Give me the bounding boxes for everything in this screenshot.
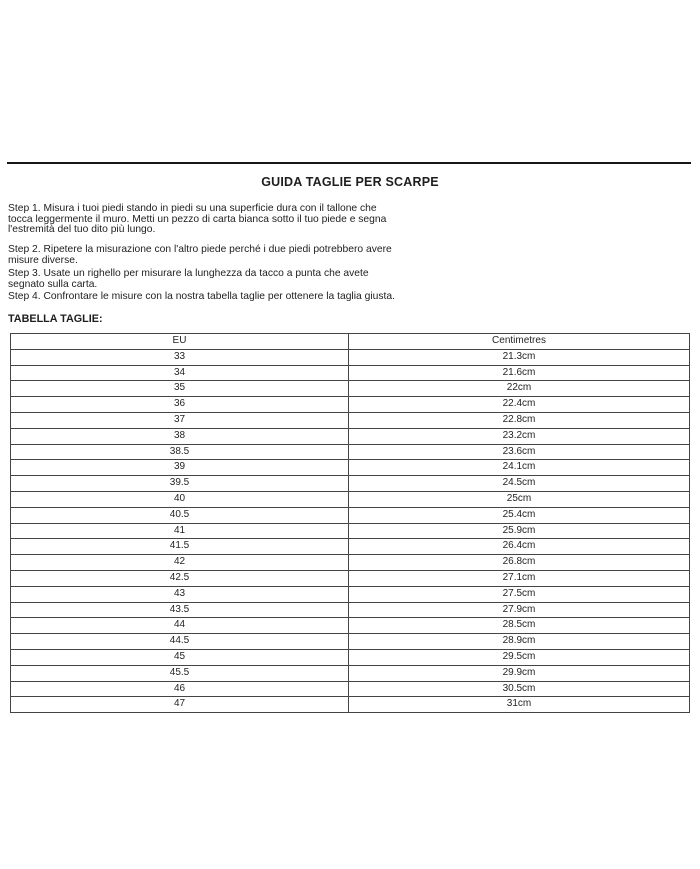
cell-eu-size: 38 [11, 428, 349, 444]
table-row [11, 570, 690, 586]
table-row [11, 681, 690, 697]
table-row [11, 539, 690, 555]
table-row [11, 476, 690, 492]
cell-centimetres: 22.4cm [349, 397, 690, 413]
cell-eu-size: 39.5 [11, 476, 349, 492]
header-eu: EU [11, 334, 349, 350]
step-3 [8, 269, 369, 290]
table-row [11, 507, 690, 523]
table-row [11, 381, 690, 397]
cell-eu-size: 35 [11, 381, 349, 397]
table-row [11, 586, 690, 602]
cell-eu-size: 40 [11, 491, 349, 507]
step-2-line-1: Step 2. Ripetere la misurazione con l'altro piede perché i due piedi potrebbero avere [8, 244, 392, 255]
table-body [11, 349, 690, 712]
cell-eu-size: 37 [11, 412, 349, 428]
step-1-line-1: Step 1. Misura i tuoi piedi stando in piedi su una superficie dura con il tallone che [8, 203, 377, 214]
cell-centimetres: 28.5cm [349, 618, 690, 634]
table-row [11, 523, 690, 539]
cell-centimetres: 29.9cm [349, 665, 690, 681]
table-row [11, 665, 690, 681]
step-4-line-1: Step 4. Confrontare le misure con la nostra tabella taglie per ottenere la taglia giusta. [8, 291, 395, 302]
cell-eu-size: 42 [11, 555, 349, 571]
header-centimetres: Centimetres [349, 334, 690, 350]
cell-centimetres: 25cm [349, 491, 690, 507]
cell-eu-size: 34 [11, 365, 349, 381]
cell-eu-size: 46 [11, 681, 349, 697]
cell-centimetres: 22cm [349, 381, 690, 397]
table-row [11, 397, 690, 413]
cell-centimetres: 25.9cm [349, 523, 690, 539]
step-1 [8, 204, 386, 236]
cell-centimetres: 27.1cm [349, 570, 690, 586]
cell-eu-size: 42.5 [11, 570, 349, 586]
cell-eu-size: 38.5 [11, 444, 349, 460]
step-1-line-3: l'estremità del tuo dito più lungo. [8, 224, 156, 236]
table-header-row [11, 334, 690, 350]
cell-eu-size: 45.5 [11, 665, 349, 681]
cell-eu-size: 33 [11, 349, 349, 365]
cell-centimetres: 27.9cm [349, 602, 690, 618]
step-2-line-2: misure diverse. [8, 254, 78, 266]
size-table [10, 333, 690, 713]
cell-centimetres: 24.1cm [349, 460, 690, 476]
cell-eu-size: 44 [11, 618, 349, 634]
step-3-line-1: Step 3. Usate un righello per misurare la lunghezza da tacco a punta che avete [8, 268, 369, 279]
horizontal-rule [7, 162, 691, 164]
cell-eu-size: 44.5 [11, 634, 349, 650]
cell-centimetres: 30.5cm [349, 681, 690, 697]
cell-centimetres: 21.6cm [349, 365, 690, 381]
table-row [11, 428, 690, 444]
cell-centimetres: 26.4cm [349, 539, 690, 555]
table-row [11, 555, 690, 571]
table-row [11, 412, 690, 428]
cell-eu-size: 47 [11, 697, 349, 713]
cell-centimetres: 21.3cm [349, 349, 690, 365]
cell-centimetres: 26.8cm [349, 555, 690, 571]
cell-centimetres: 29.5cm [349, 649, 690, 665]
cell-eu-size: 41.5 [11, 539, 349, 555]
step-3-line-2: segnato sulla carta. [8, 278, 98, 290]
cell-eu-size: 45 [11, 649, 349, 665]
step-2 [8, 245, 392, 266]
cell-eu-size: 43.5 [11, 602, 349, 618]
cell-eu-size: 41 [11, 523, 349, 539]
cell-centimetres: 23.2cm [349, 428, 690, 444]
table-row [11, 618, 690, 634]
cell-centimetres: 28.9cm [349, 634, 690, 650]
cell-centimetres: 22.8cm [349, 412, 690, 428]
table-row [11, 444, 690, 460]
cell-eu-size: 43 [11, 586, 349, 602]
cell-eu-size: 39 [11, 460, 349, 476]
table-row [11, 349, 690, 365]
table-row [11, 491, 690, 507]
table-row [11, 602, 690, 618]
cell-centimetres: 23.6cm [349, 444, 690, 460]
cell-eu-size: 36 [11, 397, 349, 413]
cell-centimetres: 25.4cm [349, 507, 690, 523]
cell-centimetres: 27.5cm [349, 586, 690, 602]
table-row [11, 460, 690, 476]
table-row [11, 365, 690, 381]
cell-centimetres: 31cm [349, 697, 690, 713]
step-4 [8, 292, 395, 303]
page-title: GUIDA TAGLIE PER SCARPE [261, 175, 439, 189]
table-row [11, 697, 690, 713]
cell-eu-size: 40.5 [11, 507, 349, 523]
cell-centimetres: 24.5cm [349, 476, 690, 492]
table-row [11, 649, 690, 665]
table-row [11, 634, 690, 650]
table-heading: TABELLA TAGLIE: [8, 313, 103, 325]
step-1-line-2: tocca leggermente il muro. Metti un pezzo di carta bianca sotto il tuo piede e segna [8, 213, 387, 225]
